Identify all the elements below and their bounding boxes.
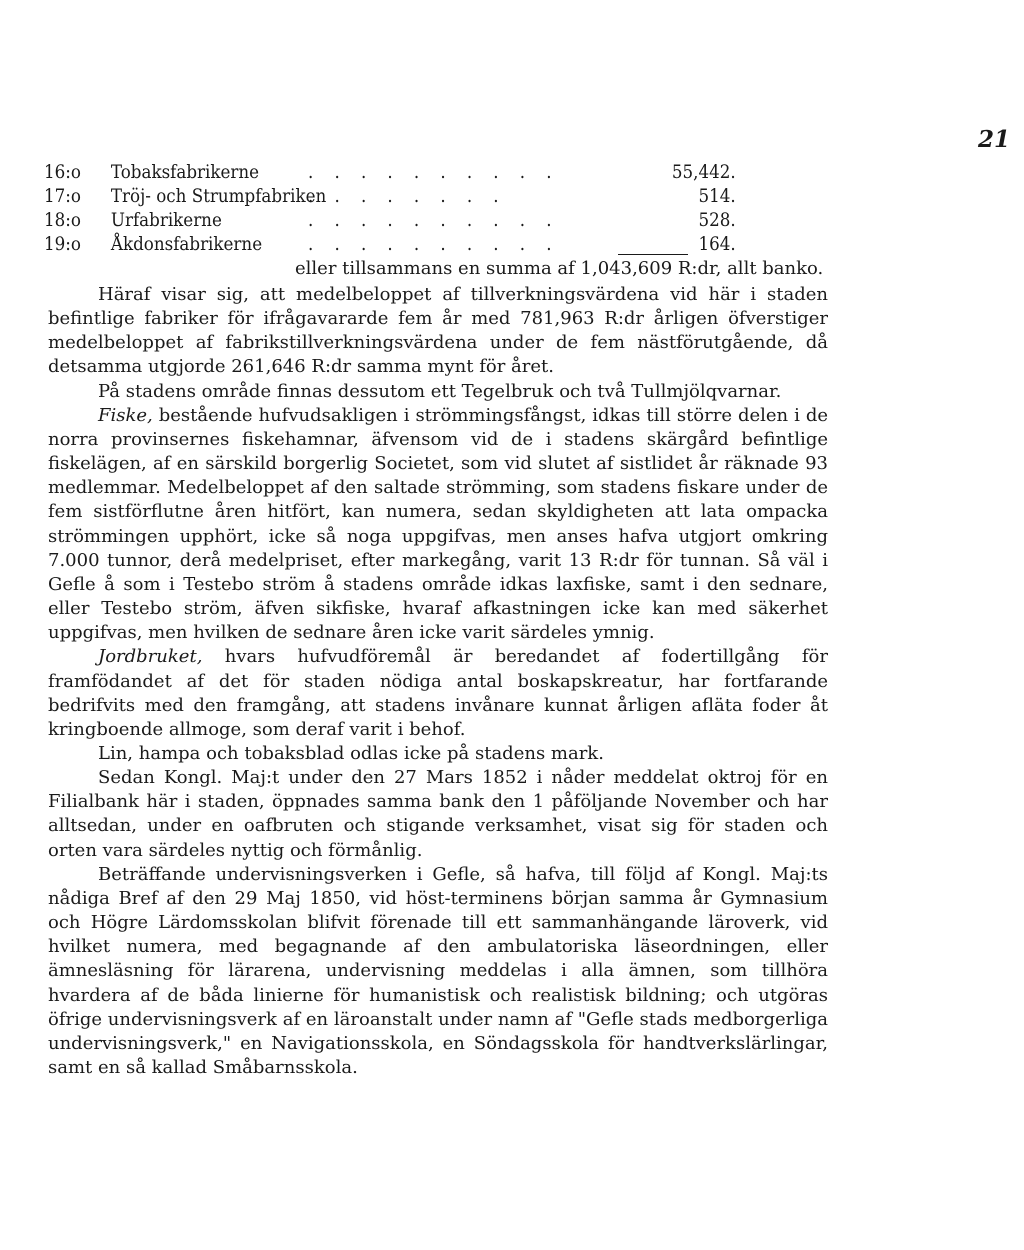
paragraph-text: Häraf visar sig, att medelbeloppet af tillverkningsvärdena vid här i staden befintlige fabriker för ifrågavararde fem år med 781,963 R:dr årligen öfverstiger medelbeloppet af fabrikstillverkningsvärdena under de fem nästförutgående, då detsamma utgjorde 261,646 R:dr samma mynt för året. xyxy=(48,284,828,378)
body-text xyxy=(48,283,828,1080)
paragraph-fiske xyxy=(48,404,828,646)
paragraph-text: Sedan Kongl. Maj:t under den 27 Mars 1852 i nåder meddelat oktroj för en Filialbank här i staden, öppnades samma bank den 1 påföljande November och har alltsedan, under en oafbruten och stigande verksamhet, visat sig för staden och orten vara särdeles nyttig och förmånlig. xyxy=(48,767,828,861)
paragraph-text: bestående hufvudsakligen i strömmingsfångst, idkas till större delen i de norra provinsernes fiskehamnar, äfvensom vid de i stadens skärgård befintlige fiskelägen, af en särskild borgerlig Societet, som vid slutet af sistlidet år räknade 93 medlemmar. Medelbeloppet af den saltade strömming, som stadens fiskare under de fem sistförflutne åren hitfört, kan numera, sedan skyldigheten att lata ompacka strömmingen upphört, icke så noga uppgifvas, men anses hafva utgjort omkring 7.000 tunnor, derå medelpriset, efter markegång, varit 13 R:dr för tunnan. Så väl i Gefle å som i Testebo ström å stadens område idkas laxfiske, samt i den sednare, eller Testebo ström, äfven sikfiske, hvaraf afkastningen icke kan med säkerhet uppgifvas, men hvilken de sednare åren icke varit särdeles ymnig. xyxy=(48,404,828,644)
item-value: 528. xyxy=(698,209,736,231)
paragraph-text: På stadens område finnas dessutom ett Tegelbruk och två Tullmjölqvarnar. xyxy=(98,380,782,402)
item-number: 16:o xyxy=(44,161,81,183)
paragraph xyxy=(48,766,828,863)
paragraph xyxy=(48,863,828,1080)
item-value: 164. xyxy=(698,233,736,255)
sum-rule xyxy=(618,254,688,255)
list-item xyxy=(44,160,736,184)
item-label: Tobaksfabrikerne xyxy=(110,161,260,183)
paragraph-lead: Fiske, xyxy=(98,404,153,426)
paragraph-text: Beträffande undervisningsverken i Gefle, så hafva, till följd af Kongl. Maj:ts nådiga Bref af den 29 Maj 1850, vid höst-terminens början samma år Gymnasium och Högre Lärdomsskolan blifvit förenade till ett sammanhängande läroverk, vid hvilket numera, med begagnande af den ambulatoriska läseordningen, eller ämnesläsning för lärarena, undervisning meddelas i alla ämnen, som tillhöra hvardera af de båda linierne för humanistisk och realistisk bildning; och utgöras öfrige undervisningsverk af en läroanstalt under namn af "Gefle stads medborgerliga undervisningsverk," en Navigationsskola, en Söndagsskola för handtverkslärlingar, samt en så kallad Småbarnsskola. xyxy=(48,863,828,1078)
item-value: 55,442. xyxy=(671,161,736,183)
leader-dots: . . . . . . . . xyxy=(308,185,507,207)
item-label: Urfabrikerne xyxy=(110,209,222,231)
paragraph-text: Lin, hampa och tobaksblad odlas icke på stadens mark. xyxy=(98,742,604,764)
list-item xyxy=(44,208,736,232)
paragraph-lead: Jordbruket, xyxy=(98,646,203,668)
paragraph-text: hvars hufvudföremål är beredandet af fodertillgång för framfödandet af det för staden nödiga antal boskapskreatur, har fortfarande bedrifvits med den framgång, att stadens invånare kunnat årligen afläta foder åt kringboende allmoge, som deraf varit i behof. xyxy=(48,646,828,740)
paragraph xyxy=(48,380,828,404)
industry-value-list xyxy=(44,160,736,256)
item-value: 514. xyxy=(698,185,736,207)
paragraph-jordbruket xyxy=(48,645,828,742)
paragraph xyxy=(48,742,828,766)
item-number: 18:o xyxy=(44,209,81,231)
list-item xyxy=(44,232,736,256)
leader-dots: . . . . . . . . . . xyxy=(308,233,560,255)
item-number: 17:o xyxy=(44,185,81,207)
leader-dots: . . . . . . . . . . xyxy=(308,161,560,183)
item-label: Tröj- och Strumpfabriken xyxy=(110,185,327,207)
item-number: 19:o xyxy=(44,233,81,255)
list-item xyxy=(44,184,736,208)
page-number: 21 xyxy=(978,126,1011,153)
total-line: eller tillsammans en summa af 1,043,609 R:dr, allt banko. xyxy=(295,258,824,279)
paragraph xyxy=(48,283,828,380)
item-label: Åkdonsfabrikerne xyxy=(110,233,263,255)
leader-dots: . . . . . . . . . . xyxy=(308,209,560,231)
